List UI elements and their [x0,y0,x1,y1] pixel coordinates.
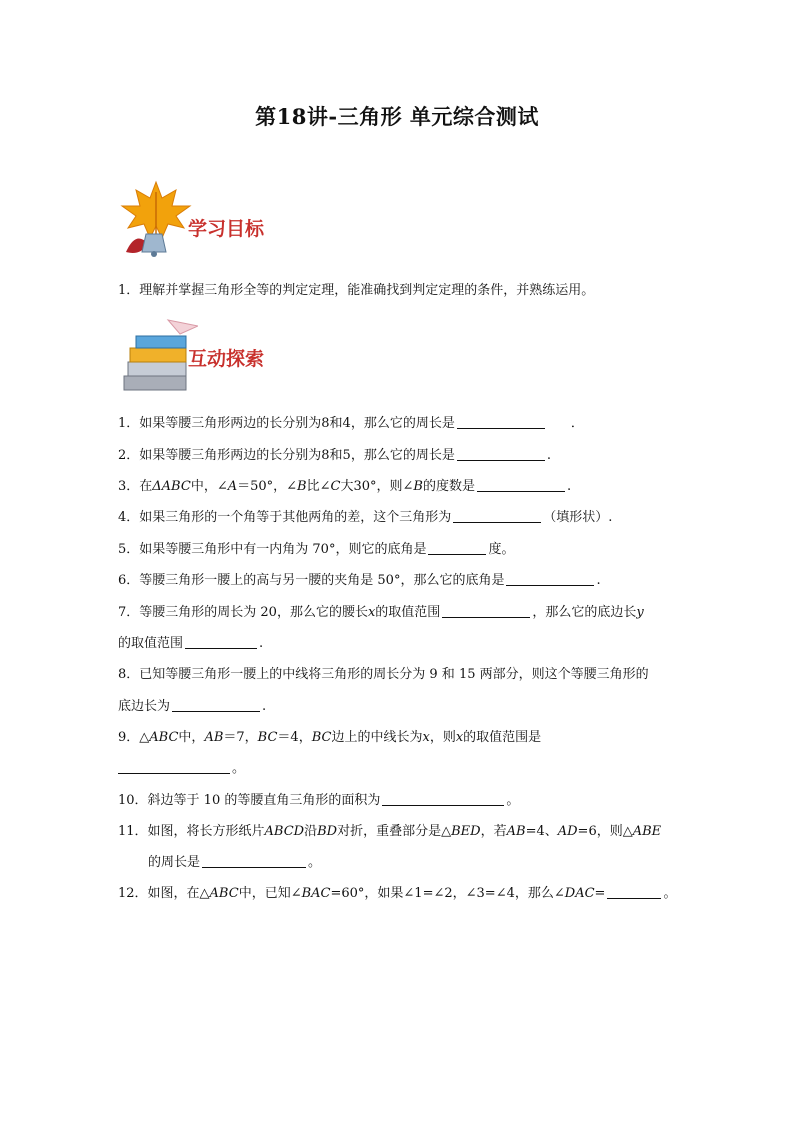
maple-leaf-bell-icon [118,180,193,260]
answer-blank[interactable] [428,540,486,555]
answer-blank[interactable] [382,791,504,806]
question-10: 10．斜边等于 10 的等腰直角三角形的面积为 。 [118,793,520,808]
question-2: 2．如果等腰三角形两边的长分别为8和5，那么它的周长是 . [118,448,551,463]
answer-blank[interactable] [457,446,545,461]
section-label-explore: 互动探索 [188,348,265,370]
answer-blank[interactable] [457,414,545,429]
question-12: 12．如图，在△ABC中，已知∠BAC=60°，如果∠1=∠2，∠3=∠4，那么∠DAC= 。 [118,886,677,901]
section-header-goals [118,180,318,260]
answer-blank[interactable] [607,884,661,899]
question-8-line1: 8．已知等腰三角形一腰上的中线将三角形的周长分为 9 和 15 两部分，则这个等腰三角形的 [118,667,649,682]
answer-blank[interactable] [185,634,257,649]
answer-blank[interactable] [118,759,230,774]
question-6: 6．等腰三角形一腰上的高与另一腰的夹角是 50°，那么它的底角是 . [118,573,601,588]
question-11-line1: 11．如图，将长方形纸片ABCD沿BD对折，重叠部分是△BED，若AB=4、AD=6，则△ABE [118,824,662,839]
goal-item: 1．理解并掌握三角形全等的判定定理，能准确找到判定定理的条件，并熟练运用。 [118,283,595,298]
question-4: 4．如果三角形的一个角等于其他两角的差，这个三角形为 （填形状）. [118,510,613,525]
answer-blank[interactable] [202,853,306,868]
answer-blank[interactable] [453,508,541,523]
question-11-line2: 的周长是 。 [148,855,322,870]
answer-blank[interactable] [477,477,565,492]
question-8-line2: 底边长为 . [118,699,267,714]
question-3: 3．在ΔABC中，∠A＝50°，∠B比∠C大30°，则∠B的度数是 . [118,479,572,494]
book-stack-icon [118,318,198,396]
question-1: 1．如果等腰三角形两边的长分别为8和4，那么它的周长是 ． [118,416,584,431]
answer-blank[interactable] [506,571,594,586]
question-9-line2: 。 [118,759,245,779]
question-7-line2: 的取值范围 . [118,636,264,651]
answer-blank[interactable] [172,697,260,712]
question-9-line1: 9．△ABC中，AB＝7，BC＝4，BC边上的中线长为x，则x的取值范围是 [118,730,542,745]
section-header-explore [118,318,318,398]
page-title: 第18讲-三角形 单元综合测试 [255,104,539,129]
question-5: 5．如果等腰三角形中有一内角为 70°，则它的底角是 度。 [118,542,515,557]
answer-blank[interactable] [442,603,530,618]
question-7-line1: 7．等腰三角形的周长为 20，那么它的腰长x的取值范围 ，那么它的底边长y [118,605,644,620]
section-label-goals: 学习目标 [188,218,265,240]
